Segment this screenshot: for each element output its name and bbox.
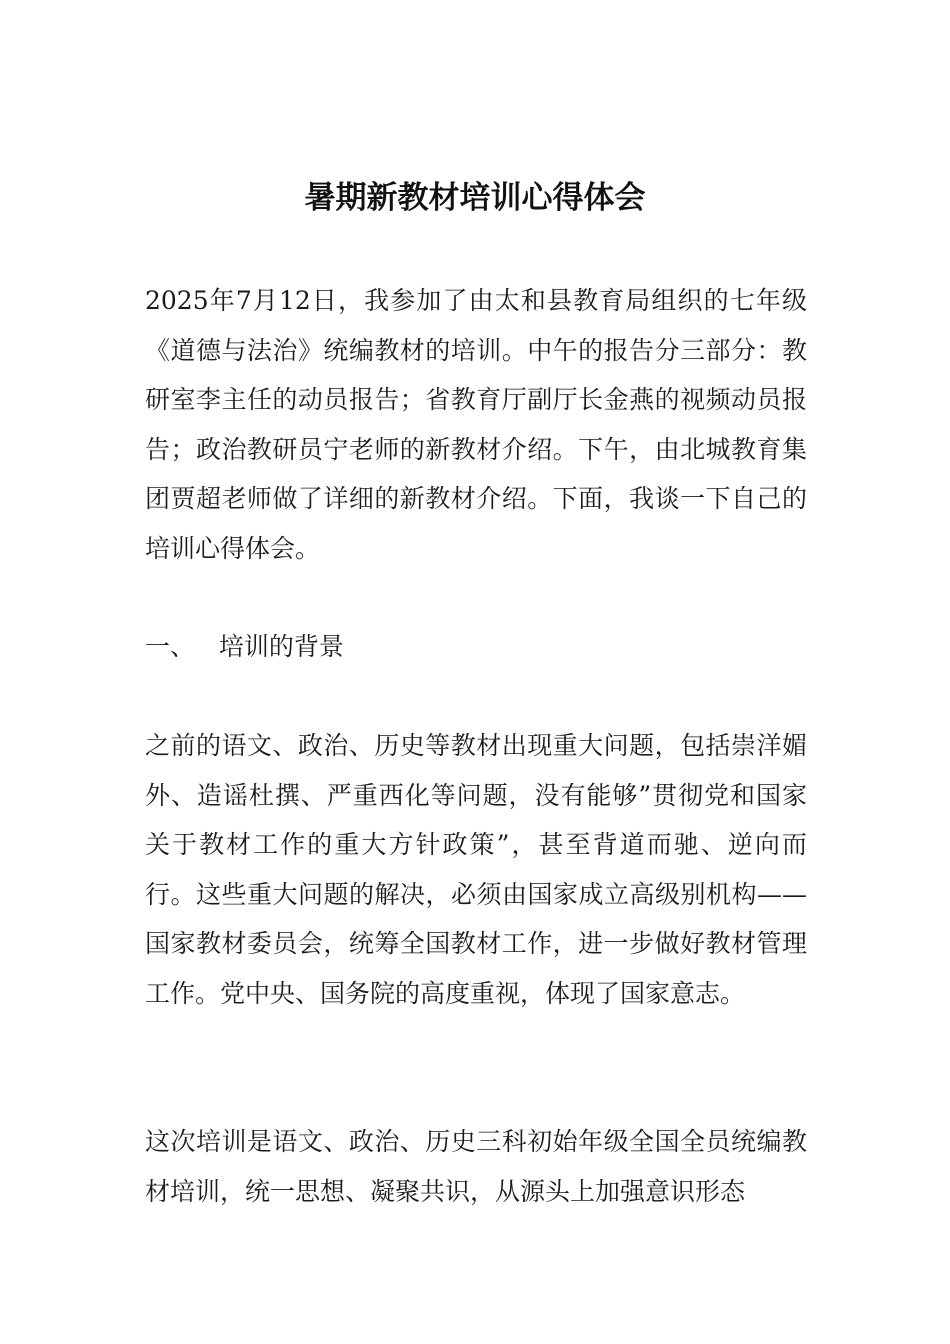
section-number: 一、 <box>145 632 196 661</box>
section-heading-text: 培训的背景 <box>218 632 344 661</box>
paragraph-background: 之前的语文、政治、历史等教材出现重大问题，包括崇洋媚外、造谣杜撰、严重西化等问题，没有能够”贯彻党和国家关于教材工作的重大方针政策”，甚至背道而驰、逆向而行。这些重大问题的解决，必须由国家成立高级别机构——国家教材委员会，统筹全国教材工作，进一步做好教材管理工作。党中央、国务院的高度重视，体现了国家意志。 <box>145 731 807 1008</box>
paragraph-training: 这次培训是语文、政治、历史三科初始年级全国全员统编教材培训，统一思想、凝聚共识，从源头上加强意识形态 <box>145 1127 807 1206</box>
paragraph-intro: 2025年7月12日，我参加了由太和县教育局组织的七年级《道德与法治》统编教材的培训。中午的报告分三部分：教研室李主任的动员报告；省教育厅副厅长金燕的视频动员报告；政治教研员宁老师的新教材介绍。下午，由北城教育集团贾超老师做了详细的新教材介绍。下面，我谈一下自己的培训心得体会。 <box>145 286 807 563</box>
document-title: 暑期新教材培训心得体会 <box>304 180 646 216</box>
section-heading-background <box>145 622 344 672</box>
